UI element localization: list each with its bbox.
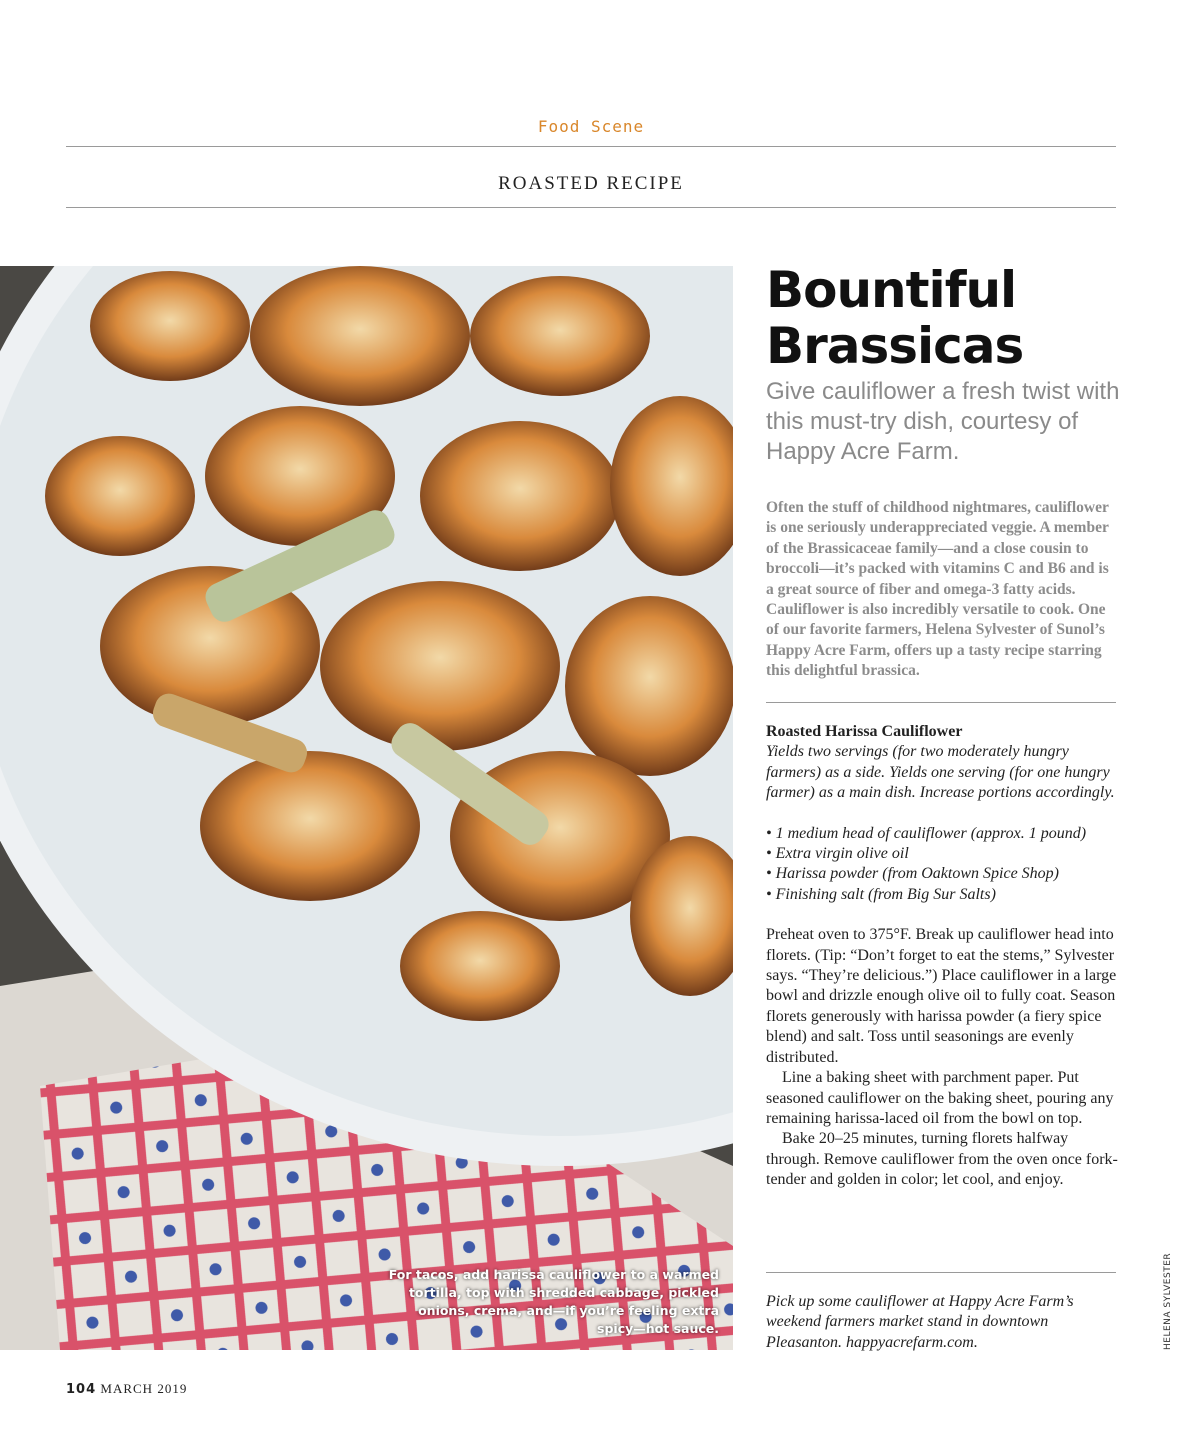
ingredient-list <box>766 824 1118 906</box>
footnote: Pick up some cauliflower at Happy Acre Farm’s weekend farmers market stand in downtown Pleasanton. happyacrefarm.com. <box>766 1293 1074 1351</box>
issue-date: MARCH 2019 <box>100 1381 188 1396</box>
divider <box>766 1272 1116 1273</box>
recipe-yield: Yields two servings (for two moderately hungry farmers) as a side. Yields one serving (for one hungry farmer) as a main dish. Increase portions accordingly. <box>766 743 1115 802</box>
recipe-steps <box>766 925 1118 1190</box>
ingredient-item: • 1 medium head of cauliflower (approx. 1 pound) <box>766 824 1087 842</box>
photo-credit: HELENA SYLVESTER <box>1163 1252 1173 1350</box>
headline-line: Bountiful <box>766 261 1017 319</box>
deck: Give cauliflower a fresh twist with this must-try dish, courtesy of Happy Acre Farm. <box>766 378 1120 465</box>
photo-caption: For tacos, add harissa cauliflower to a warmed tortilla, top with shredded cabbage, pickled onions, crema, and—if you’re feeling extra spicy—hot sauce. <box>388 1267 719 1336</box>
photo-illustration <box>0 266 733 1350</box>
ingredient-item: • Harissa powder (from Oaktown Spice Shop) <box>766 865 1059 883</box>
roasted-cauliflower-photo <box>0 266 733 1350</box>
recipe <box>766 722 1118 1191</box>
recipe-step: Line a baking sheet with parchment paper. Put seasoned cauliflower on the baking sheet, pouring any remaining harissa-laced oil from the bowl on top. <box>766 1069 1114 1127</box>
kicker: ROASTED RECIPE <box>498 173 684 194</box>
divider <box>66 207 1116 208</box>
recipe-step: Bake 20–25 minutes, turning florets halfway through. Remove cauliflower from the oven once fork-tender and golden in color; let cool, and enjoy. <box>766 1130 1118 1189</box>
folio <box>66 1381 187 1397</box>
recipe-title: Roasted Harissa Cauliflower <box>766 723 963 740</box>
ingredient-item: • Extra virgin olive oil <box>766 845 909 863</box>
headline-line: Brassicas <box>766 317 1024 375</box>
ingredient-item: • Finishing salt (from Big Sur Salts) <box>766 885 996 903</box>
headline <box>766 262 1146 374</box>
recipe-step: Preheat oven to 375°F. Break up cauliflower head into florets. (Tip: “Don’t forget to eat the stems,” Sylvester says. “They’re delicious.”) Place cauliflower in a large bowl and drizzle enough olive oil to fully coat. Season florets generously with harissa powder (a fiery spice blend) and salt. Toss until seasonings are evenly distributed. <box>766 926 1117 1066</box>
divider <box>766 702 1116 703</box>
section-label: Food Scene <box>537 117 645 136</box>
intro-paragraph: Often the stuff of childhood nightmares, cauliflower is one seriously underappreciated veggie. A member of the Brassicaceae family—and a close cousin to broccoli—it’s packed with vitamins C and B6 and is a great source of fiber and omega-3 fatty acids. Cauliflower is also incredibly versatile to cook. One of our favorite farmers, Helena Sylvester of Sunol’s Happy Acre Farm, offers up a tasty recipe starring this delightful brassica. <box>766 499 1109 680</box>
page-number: 104 <box>66 1382 97 1397</box>
divider <box>66 146 1116 147</box>
